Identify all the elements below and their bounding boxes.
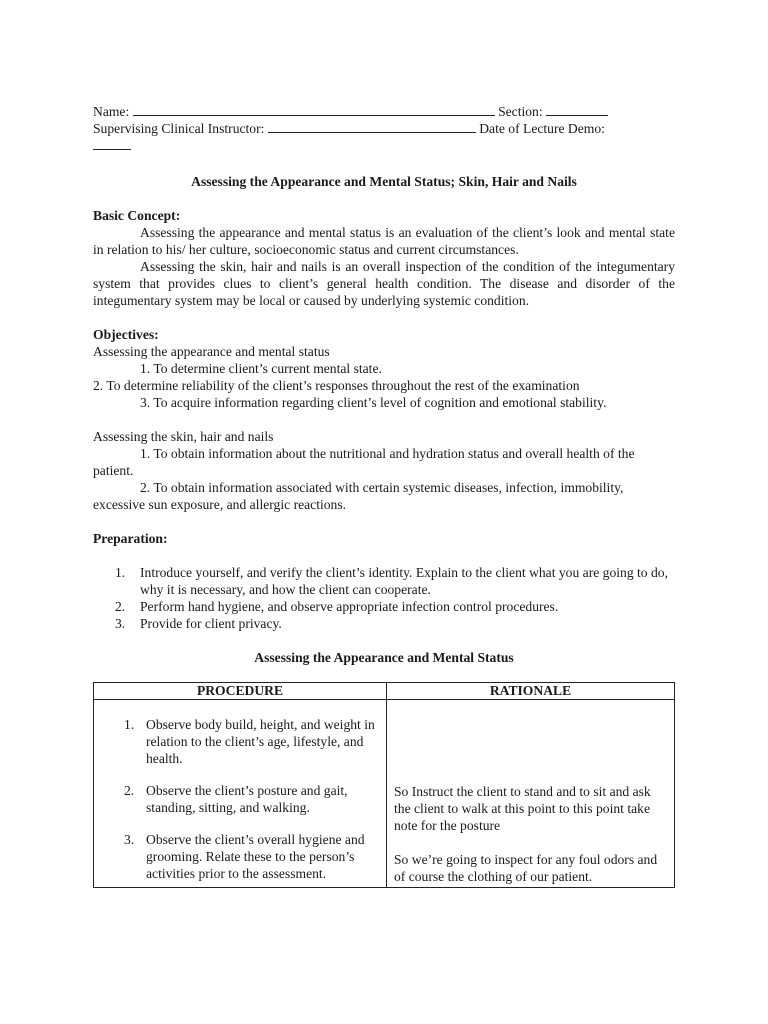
name-line	[93, 103, 675, 120]
name-label: Name:	[93, 104, 130, 119]
document-page	[93, 103, 675, 888]
list-item-text: Provide for client privacy.	[140, 616, 282, 631]
preparation-section	[93, 530, 675, 632]
name-blank[interactable]	[133, 103, 495, 116]
basic-concept-paragraph-2: Assessing the skin, hair and nails is an overall inspection of the condition of the integumentary system that provides clues to client’s general health condition. The disease and disorder of the integumentary system may be local or caused by underlying systemic condition.	[93, 259, 675, 308]
list-item-number: 1.	[115, 565, 126, 580]
list-item-number: 3.	[115, 616, 126, 631]
table-row	[94, 700, 675, 888]
objectives-group-1-title: Assessing the skin, hair and nails	[93, 429, 274, 444]
column-header-procedure: PROCEDURE	[94, 683, 387, 700]
rationale-text: So we’re going to inspect for any foul odors and of course the clothing of our patient.	[394, 852, 658, 884]
procedure-table	[93, 682, 675, 888]
preparation-heading: Preparation:	[93, 531, 168, 546]
date-blank[interactable]	[93, 137, 131, 150]
date-line	[93, 137, 675, 154]
step-number: 1.	[124, 717, 135, 732]
step-text: Observe body build, height, and weight in relation to the client’s age, lifestyle, and health.	[146, 717, 375, 766]
step-number: 2.	[124, 783, 135, 798]
objectives-heading: Objectives:	[93, 327, 159, 342]
document-title: Assessing the Appearance and Mental Status; Skin, Hair and Nails	[191, 174, 577, 189]
section-blank[interactable]	[546, 103, 608, 116]
list-item	[93, 564, 675, 598]
table-header-row	[94, 683, 675, 700]
section-title: Assessing the Appearance and Mental Status	[254, 650, 514, 665]
instructor-label: Supervising Clinical Instructor:	[93, 121, 265, 136]
rationale-cell	[387, 700, 675, 888]
objective-item: 1. To obtain information about the nutritional and hydration status and overall health of the patient.	[93, 446, 635, 478]
procedure-cell	[94, 700, 387, 888]
list-item-text: Introduce yourself, and verify the client’s identity. Explain to the client what you are going to do, why it is necessary, and how the client can cooperate.	[140, 565, 668, 597]
instructor-blank[interactable]	[268, 120, 476, 133]
objectives-group-1-title: Assessing the appearance and mental status	[93, 344, 330, 359]
objectives-section	[93, 326, 675, 513]
list-item-text: Perform hand hygiene, and observe appropriate infection control procedures.	[140, 599, 559, 614]
list-item	[93, 598, 675, 615]
objective-item: 3. To acquire information regarding client’s level of cognition and emotional stability.	[140, 395, 607, 410]
objective-item: 2. To obtain information associated with certain systemic diseases, infection, immobility, excessive sun exposure, and allergic reactions.	[93, 480, 624, 512]
objective-item: 1. To determine client’s current mental state.	[140, 361, 382, 376]
procedure-step	[94, 782, 380, 816]
basic-concept-paragraph-1: Assessing the appearance and mental status is an evaluation of the client’s look and mental state in relation to his/ her culture, socioeconomic status and current circumstances.	[93, 225, 675, 257]
rationale-text: So Instruct the client to stand and to sit and ask the client to walk at this point to this point take note for the posture	[394, 784, 651, 833]
basic-concept-section	[93, 207, 675, 309]
instructor-line	[93, 120, 675, 137]
list-item-number: 2.	[115, 599, 126, 614]
column-header-rationale: RATIONALE	[387, 683, 675, 700]
date-label: Date of Lecture Demo:	[479, 121, 605, 136]
step-text: Observe the client’s overall hygiene and grooming. Relate these to the person’s activities prior to the assessment.	[146, 832, 365, 881]
list-item	[93, 615, 675, 632]
objective-item: 2. To determine reliability of the client’s responses throughout the rest of the examination	[93, 378, 580, 393]
preparation-list	[93, 564, 675, 632]
section-label: Section:	[498, 104, 543, 119]
basic-concept-heading: Basic Concept:	[93, 208, 181, 223]
procedure-step	[94, 831, 380, 882]
step-text: Observe the client’s posture and gait, standing, sitting, and walking.	[146, 783, 348, 815]
step-number: 3.	[124, 832, 135, 847]
procedure-step	[94, 716, 380, 767]
